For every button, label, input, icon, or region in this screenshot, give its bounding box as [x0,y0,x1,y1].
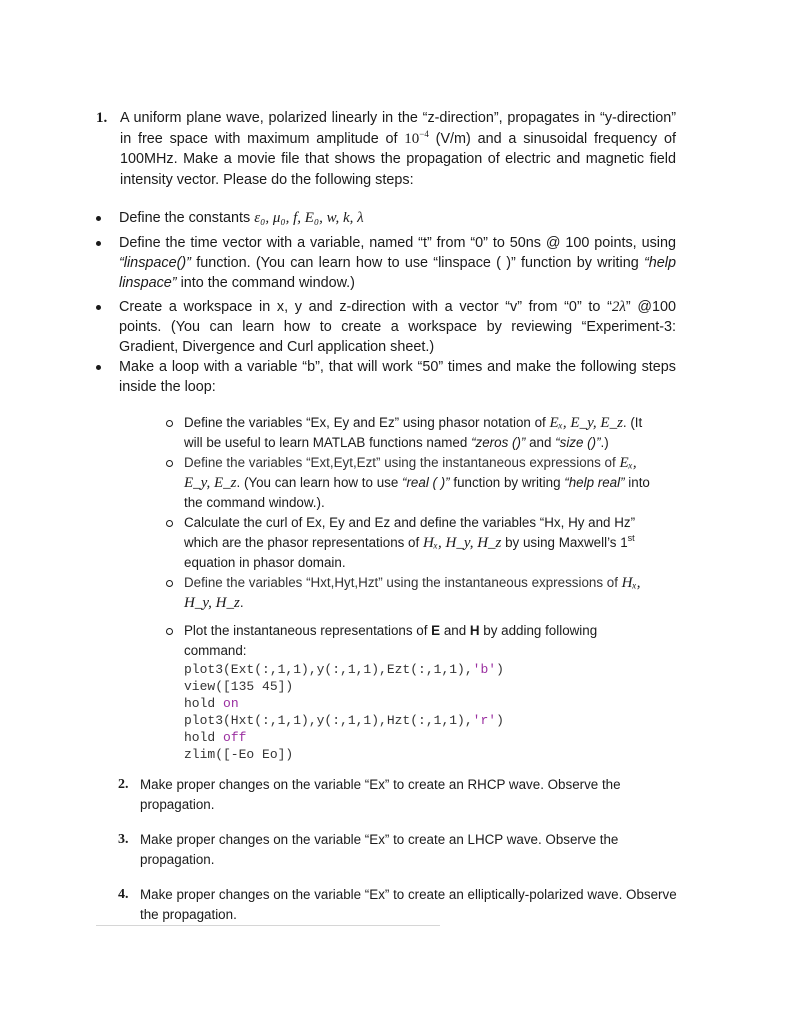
amplitude-value: $10^{-4}$ [404,128,429,147]
question-1-text: A uniform plane wave, polarized linearly in the “z-direction”, propagates in “y-direction” in free space with maximum amplitude of $10^{-4}$ (V/m) and a sinusoidal frequency of 100MHz. Make a movie file that shows the propagation of electric and magnetic field intensity vector. Please do the following steps: [120,110,676,188]
substep-curl-h: Calculate the curl of Ex, Ey and Ez and define the variables “Hx, Hy and Hz” which are the phasor representations of Hₓ, H_y, H_z by using Maxwell’s 1st equation in phasor domain. [160,513,660,573]
question-3-number: 3. [118,832,129,847]
substep-phasor-e: Define the variables “Ex, Ey and Ez” using phasor notation of Eₓ, E_y, E_z. (It will be useful to learn MATLAB functions named “zeros ()” and “size ()”.) [160,413,660,453]
code-line-5: hold off [184,730,247,745]
code-line-6: zlim([-Eo Eo]) [184,747,294,762]
constants-math: ε₀, μ₀, f, E₀, w, k, λ [254,210,364,226]
substep-circle [166,420,173,427]
bullet-dot [96,305,101,310]
code-line-2: view([135 45]) [184,679,294,694]
question-2-number: 2. [118,777,129,792]
substep-circle [166,580,173,587]
code-line-4: plot3(Hxt(:,1,1),y(:,1,1),Hzt(:,1,1),'r') [184,713,504,728]
question-1 [96,108,676,190]
substep-circle [166,460,173,467]
code-line-1: plot3(Ext(:,1,1),y(:,1,1),Ezt(:,1,1),'b') [184,662,504,677]
question-3-text: Make proper changes on the variable “Ex” to create an LHCP wave. Observe the propagation. [140,832,619,867]
substep-instantaneous-h: Define the variables “Hxt,Hyt,Hzt” using the instantaneous expressions of Hₓ, H_y, H_z. [160,573,660,613]
substep-plot: Plot the instantaneous representations of E and H by adding following command: plot3(Ext(:,1,1),y(:,1,1),Ezt(:,1,1),'b') view([135 45]) hold on plot3(Hxt(:,1,1),y(:,1,1),Hzt(:,1,1),'r') hold off zlim([-Eo Eo]) [160,621,660,763]
loop-substep-list [160,413,660,763]
question-2-text: Make proper changes on the variable “Ex” to create an RHCP wave. Observe the propagation. [140,777,621,812]
two-lambda-math: 2λ [611,299,626,315]
substep-instantaneous-e: Define the variables “Ext,Eyt,Ezt” using the instantaneous expressions of Eₓ, E_y, E_z. (You can learn how to use “real ( )” function by writing “help real” into the command window.). [160,453,660,513]
bullet-workspace: Create a workspace in x, y and z-direction with a vector “v” from “0” to “2λ” @100 points. (You can learn how to create a workspace by reviewing “Experiment-3: Gradient, Divergence and Curl application sheet.) [92,297,676,357]
bullet-define-constants: Define the constants ε₀, μ₀, f, E₀, w, k, λ [92,208,676,228]
question-2 [118,775,678,814]
step-bullet-list [92,208,676,397]
matlab-code-block [184,661,660,763]
bullet-loop: Make a loop with a variable “b”, that will work “50” times and make the following steps inside the loop: [92,357,676,397]
question-1-number: 1. [96,110,108,126]
code-line-3: hold on [184,696,239,711]
question-4-text: Make proper changes on the variable “Ex” to create an elliptically-polarized wave. Observe the propagation. [140,887,677,922]
question-3 [118,830,678,869]
bullet-time-vector: Define the time vector with a variable, named “t” from “0” to 50ns @ 100 points, using “linspace()” function. (You can learn how to use “linspace ( )” function by writing “help linspace” into the command window.) [92,233,676,293]
question-4-number: 4. [118,887,129,902]
bullet-dot [96,365,101,370]
bottom-divider [96,925,440,926]
substep-circle [166,520,173,527]
substep-circle [166,628,173,635]
bullet-dot [96,241,101,246]
question-4 [118,885,678,924]
bullet-dot [96,216,101,221]
